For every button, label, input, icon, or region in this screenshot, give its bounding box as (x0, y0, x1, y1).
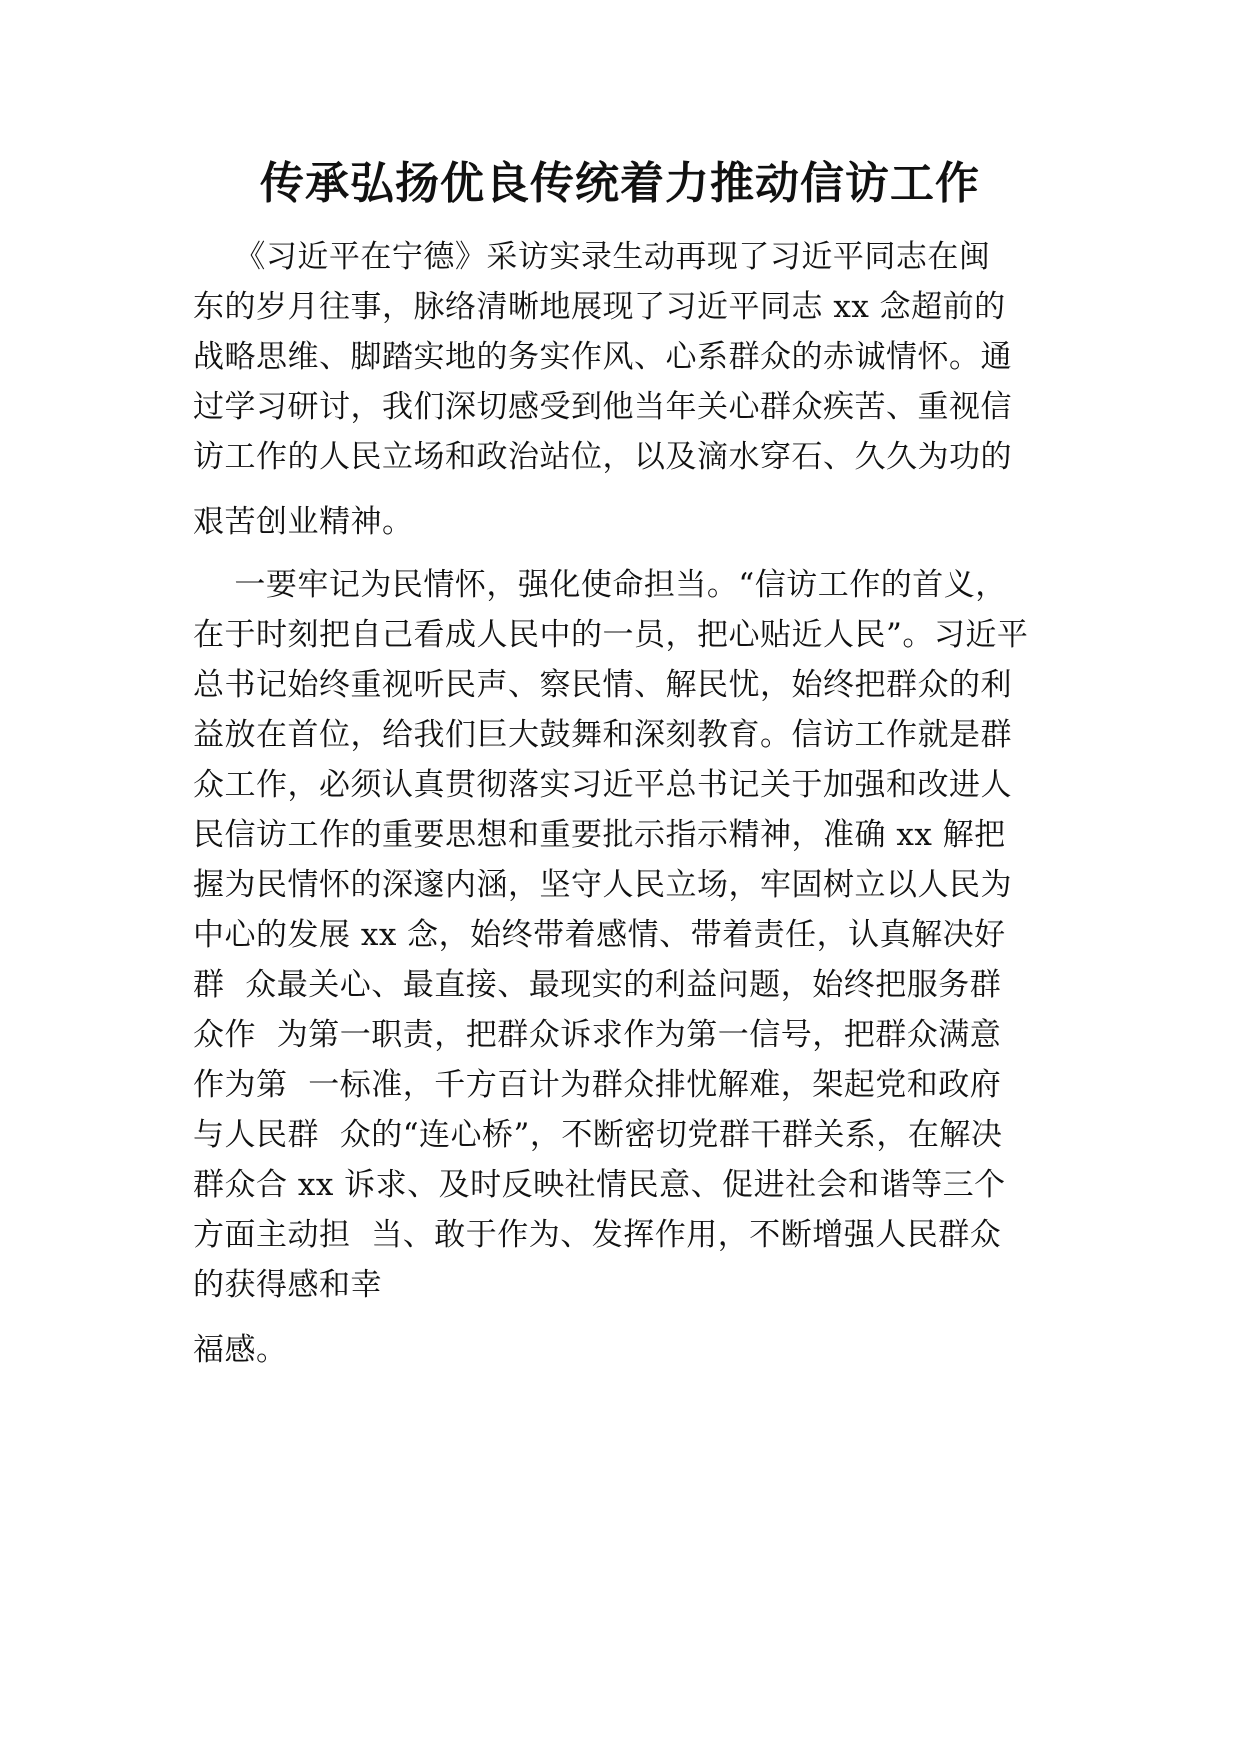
text-line: 中心的发展 xx 念，始终带着感情、带着责任，认真解决好 (193, 917, 1006, 953)
text-line: 艰苦创业精神。 (193, 504, 414, 540)
text-line: 福感。 (193, 1332, 288, 1368)
text-line: 民信访工作的重要思想和重要批示指示精神，准确 xx 解把 (193, 817, 1006, 853)
paragraph-point-one (193, 560, 1053, 1310)
text-line: 作为第 一标准，千方百计为群众排忧解难，架起党和政府 (193, 1067, 1002, 1103)
text-line: 一要牢记为民情怀，强化使命担当。“信访工作的首义， (193, 567, 1007, 603)
text-line: 众工作，必须认真贯彻落实习近平总书记关于加强和改进人 (193, 767, 1012, 803)
text-line: 握为民情怀的深邃内涵，坚守人民立场，牢固树立以人民为 (193, 867, 1012, 903)
text-line: 访工作的人民立场和政治站位，以及滴水穿石、久久为功的 (193, 439, 1012, 475)
text-line: 群 众最关心、最直接、最现实的利益问题，始终把服务群 (193, 967, 1002, 1003)
text-line: 与人民群 众的“连心桥”，不断密切党群干群关系，在解决 (193, 1117, 1003, 1153)
text-line: 的获得感和幸 (193, 1267, 382, 1303)
text-line: 众作 为第一职责，把群众诉求作为第一信号，把群众满意 (193, 1017, 1002, 1053)
text-line: 过学习研讨，我们深切感受到他当年关心群众疾苦、重视信 (193, 389, 1012, 425)
paragraph-point-one-tail (193, 1325, 1053, 1375)
text-line: 在于时刻把自己看成人民中的一员，把心贴近人民”。习近平 (193, 617, 1029, 653)
paragraph-intro-tail (193, 497, 1053, 547)
text-line: 《习近平在宁德》采访实录生动再现了习近平同志在闽 (193, 239, 991, 275)
text-line: 战略思维、脚踏实地的务实作风、心系群众的赤诚情怀。通 (193, 339, 1012, 375)
document-title: 传承弘扬优良传统着力推动信访工作 (260, 158, 980, 209)
text-line: 总书记始终重视听民声、察民情、解民忧，始终把群众的利 (193, 667, 1012, 703)
paragraph-intro (193, 232, 1053, 482)
text-line: 东的岁月往事，脉络清晰地展现了习近平同志 xx 念超前的 (193, 289, 1006, 325)
text-line: 群众合 xx 诉求、及时反映社情民意、促进社会和谐等三个 (193, 1167, 1006, 1203)
text-line: 方面主动担 当、敢于作为、发挥作用，不断增强人民群众 (193, 1217, 1002, 1253)
text-line: 益放在首位，给我们巨大鼓舞和深刻教育。信访工作就是群 (193, 717, 1012, 753)
